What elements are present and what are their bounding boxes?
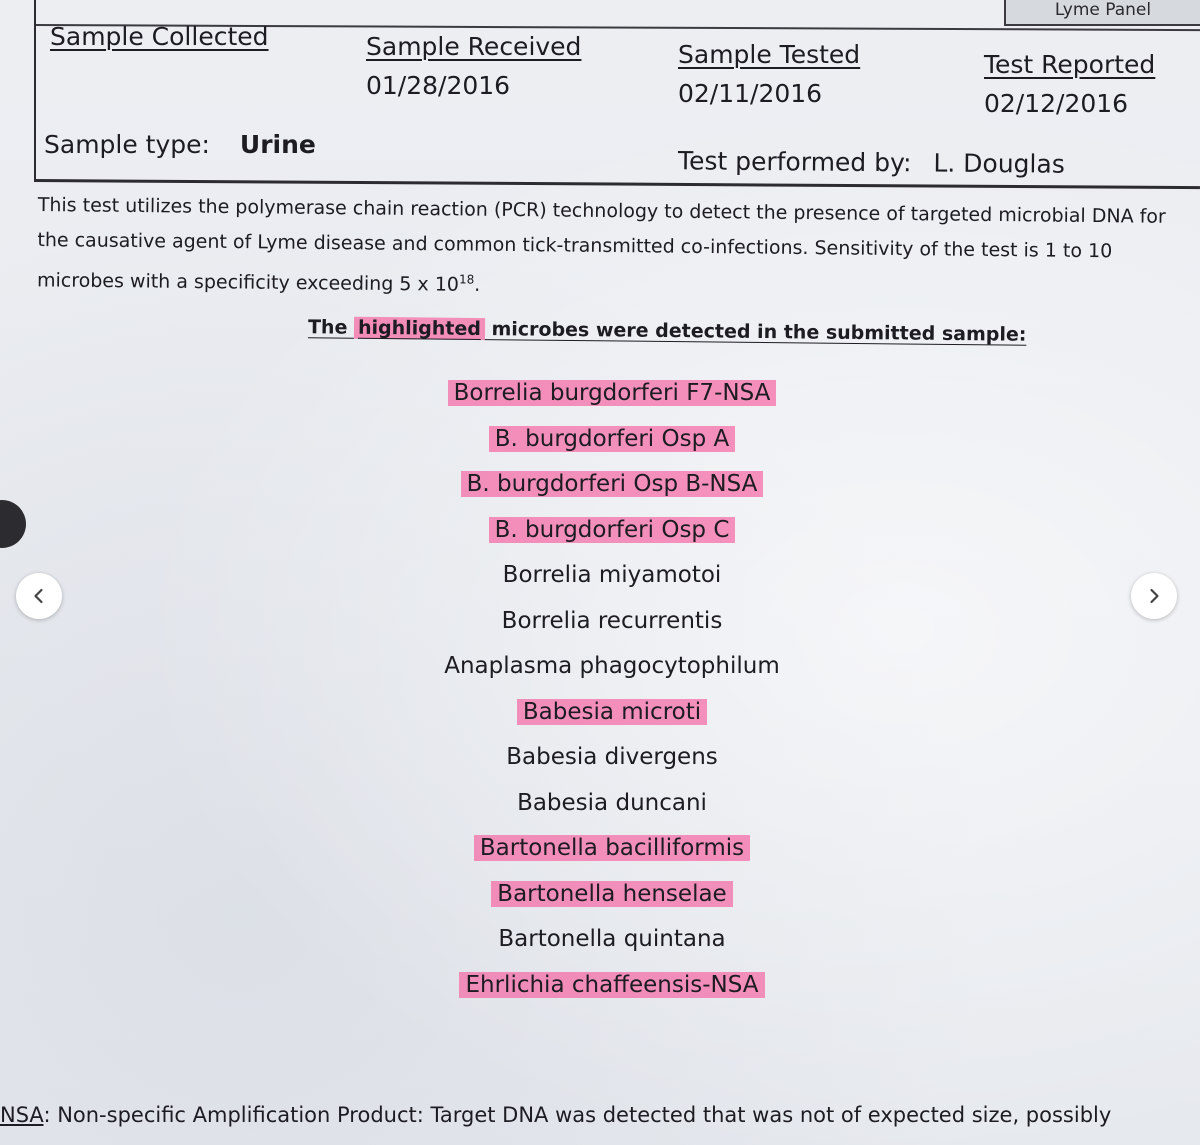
microbe-item [392,424,832,454]
sample-type-label: Sample type: [44,130,210,159]
detected-microbe-name: B. burgdorferi Osp C [489,517,736,543]
sample-tested-label: Sample Tested [678,40,861,69]
microbe-name: Anaplasma phagocytophilum [444,653,780,679]
performed-value: L. Douglas [933,148,1065,179]
detected-heading [308,316,1027,346]
microbe-item [392,560,832,590]
panel-label: Lyme Panel [1004,0,1200,26]
microbe-name: Babesia duncani [517,790,707,816]
description-line-3-text: microbes with a specificity exceeding 5 x 10 [36,269,460,296]
test-reported-label: Test Reported [984,50,1156,79]
header-rule-bottom [34,179,1200,189]
detected-microbe-name: Bartonella bacilliformis [474,835,750,861]
sample-received [366,32,581,100]
microbe-item [392,833,832,863]
previous-image-button[interactable] [16,573,62,619]
detected-microbe-name: Borrelia burgdorferi F7-NSA [448,380,777,406]
microbe-item [392,515,832,545]
binder-hole [0,500,26,548]
microbe-name: Bartonella quintana [498,926,726,952]
sample-collected [50,22,269,51]
test-reported-date: 02/12/2016 [984,89,1129,118]
test-reported [984,50,1155,118]
microbe-item [392,788,832,818]
sample-tested [678,40,860,108]
next-image-button[interactable] [1131,573,1177,619]
microbe-item [392,879,832,909]
microbe-item [392,924,832,954]
sample-received-date: 01/28/2016 [366,71,511,100]
chevron-right-icon [1145,587,1163,605]
detected-microbe-name: B. burgdorferi Osp B-NSA [461,471,764,497]
test-description [37,188,1193,310]
description-line-2: the causative agent of Lyme disease and common tick-transmitted co-infections. Sensitivity of the test is 1 to 10 [37,228,1113,263]
description-line-1: This test utilizes the polymerase chain reaction (PCR) technology to detect the presence of targeted microbial DNA for [37,193,1166,228]
sample-collected-label: Sample Collected [50,22,269,51]
detected-heading-prefix: The [307,316,355,339]
detected-microbe-name: Bartonella henselae [491,881,732,907]
nsa-abbreviation: NSA [0,1103,44,1127]
microbe-name: Babesia divergens [506,744,718,770]
detected-heading-suffix: microbes were detected in the submitted sample: [484,318,1027,346]
sample-received-label: Sample Received [366,32,582,61]
microbe-item [392,651,832,681]
chevron-left-icon [30,587,48,605]
microbe-name: Borrelia recurrentis [501,608,723,634]
performed-label: Test performed by: [677,146,912,178]
test-performed-by [678,146,1065,178]
microbe-name: Borrelia miyamotoi [502,562,722,588]
sample-tested-date: 02/11/2016 [678,79,823,108]
detected-microbe-name: Ehrlichia chaffeensis-NSA [459,972,764,998]
microbe-item [392,606,832,636]
highlighted-word: highlighted [354,317,485,340]
detected-microbe-name: B. burgdorferi Osp A [489,426,736,452]
microbe-item [392,697,832,727]
detected-microbe-name: Babesia microti [517,699,707,725]
sample-type [44,130,316,159]
nsa-definition: : Non-specific Amplification Product: Target DNA was detected that was not of expected size, possibly [43,1103,1112,1127]
microbe-item [392,378,832,408]
header-rule-left [34,0,36,182]
microbe-item [392,742,832,772]
nsa-footnote [0,1103,1111,1127]
microbe-item [392,469,832,499]
microbe-item [392,970,832,1000]
specificity-exponent: 18 [458,272,475,287]
sample-type-value: Urine [239,130,316,159]
description-line-3-end: . [474,273,481,296]
